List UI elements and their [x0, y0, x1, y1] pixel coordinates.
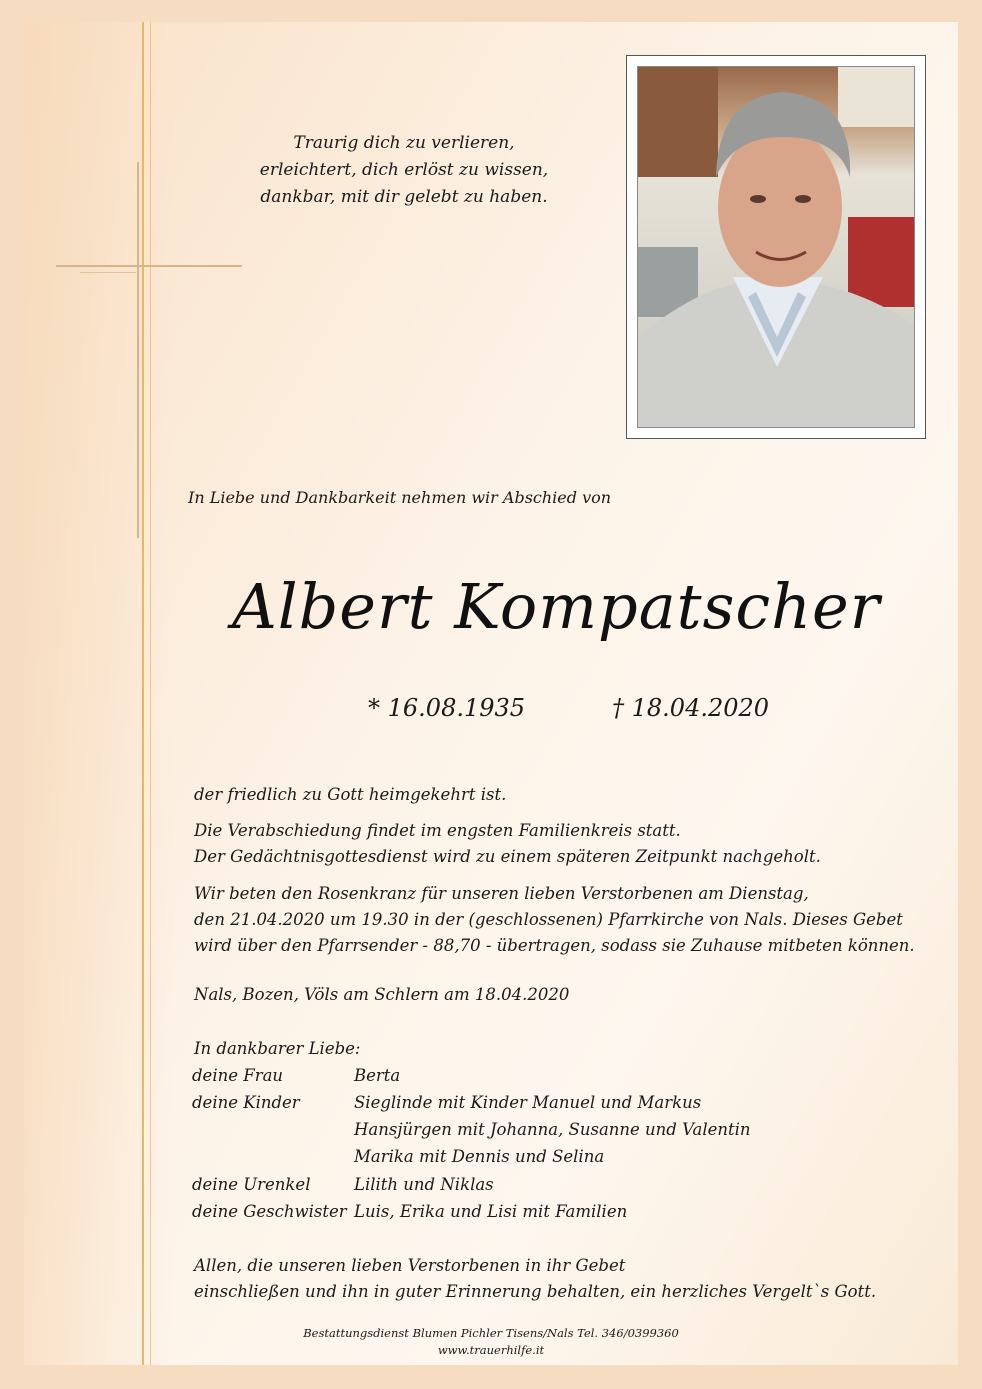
footer	[24, 1326, 958, 1357]
poem-line-2: erleichtert, dich erlöst zu wissen,	[259, 160, 549, 180]
closing-text	[194, 1253, 876, 1305]
paragraph-3-line-2: den 21.04.2020 um 19.30 in der (geschlossenen) Pfarrkirche von Nals. Dieses Gebet	[194, 910, 903, 929]
family-names: Hansjürgen mit Johanna, Susanne und Valentin	[354, 1120, 751, 1139]
place-date: Nals, Bozen, Völs am Schlern am 18.04.2020	[194, 985, 570, 1004]
family-names: Sieglinde mit Kinder Manuel und Markus	[354, 1093, 702, 1112]
closing-line-2: einschließen und ihn in guter Erinnerung behalten, ein herzliches Vergelt`s Gott.	[194, 1282, 877, 1301]
portrait-photo	[637, 66, 915, 428]
family-role: deine Kinder	[192, 1093, 300, 1112]
family-names: Luis, Erika und Lisi mit Familien	[354, 1202, 628, 1221]
paragraph-3-line-3: wird über den Pfarrsender - 88,70 - übertragen, sodass sie Zuhause mitbeten können.	[194, 936, 915, 955]
footer-line-1: Bestattungsdienst Blumen Pichler Tisens/Nals Tel. 346/0399360	[303, 1326, 679, 1340]
family-role: deine Geschwister	[192, 1202, 347, 1221]
closing-line-1: Allen, die unseren lieben Verstorbenen in ihr Gebet	[194, 1256, 626, 1275]
paragraph-3-line-1: Wir beten den Rosenkranz für unseren lieben Verstorbenen am Dienstag,	[194, 884, 809, 903]
cross-vertical	[137, 162, 139, 538]
poem	[234, 130, 574, 211]
left-gradient	[24, 22, 174, 1365]
paragraph-1: der friedlich zu Gott heimgekehrt ist.	[194, 785, 507, 804]
cross-horizontal-inner	[80, 272, 136, 273]
gold-line-2	[150, 22, 151, 1365]
death-date: † 18.04.2020	[612, 694, 770, 722]
footer-line-2: www.trauerhilfe.it	[437, 1343, 545, 1357]
family-names: Berta	[354, 1066, 401, 1085]
poem-line-3: dankbar, mit dir gelebt zu haben.	[260, 187, 548, 207]
family-role: deine Urenkel	[192, 1175, 311, 1194]
paragraph-3	[194, 881, 915, 959]
family-role: deine Frau	[192, 1066, 284, 1085]
family-names: Marika mit Dennis und Selina	[354, 1147, 605, 1166]
paragraph-2	[194, 818, 821, 870]
poem-line-1: Traurig dich zu verlieren,	[293, 133, 515, 153]
paragraph-2-line-1: Die Verabschiedung findet im engsten Familienkreis statt.	[194, 821, 681, 840]
deceased-name: Albert Kompatscher	[232, 570, 881, 643]
cross-horizontal	[56, 265, 242, 267]
intro-line: In Liebe und Dankbarkeit nehmen wir Abschied von	[188, 488, 612, 507]
portrait-frame	[626, 55, 926, 439]
paragraph-2-line-2: Der Gedächtnisgottesdienst wird zu einem späteren Zeitpunkt nachgeholt.	[194, 847, 821, 866]
portrait-illustration	[638, 67, 915, 428]
birth-date: * 16.08.1935	[368, 694, 526, 722]
family-heading: In dankbarer Liebe:	[194, 1039, 361, 1058]
gold-line-1	[142, 22, 144, 1365]
parte-sheet	[24, 22, 958, 1365]
family-names: Lilith und Niklas	[354, 1175, 494, 1194]
